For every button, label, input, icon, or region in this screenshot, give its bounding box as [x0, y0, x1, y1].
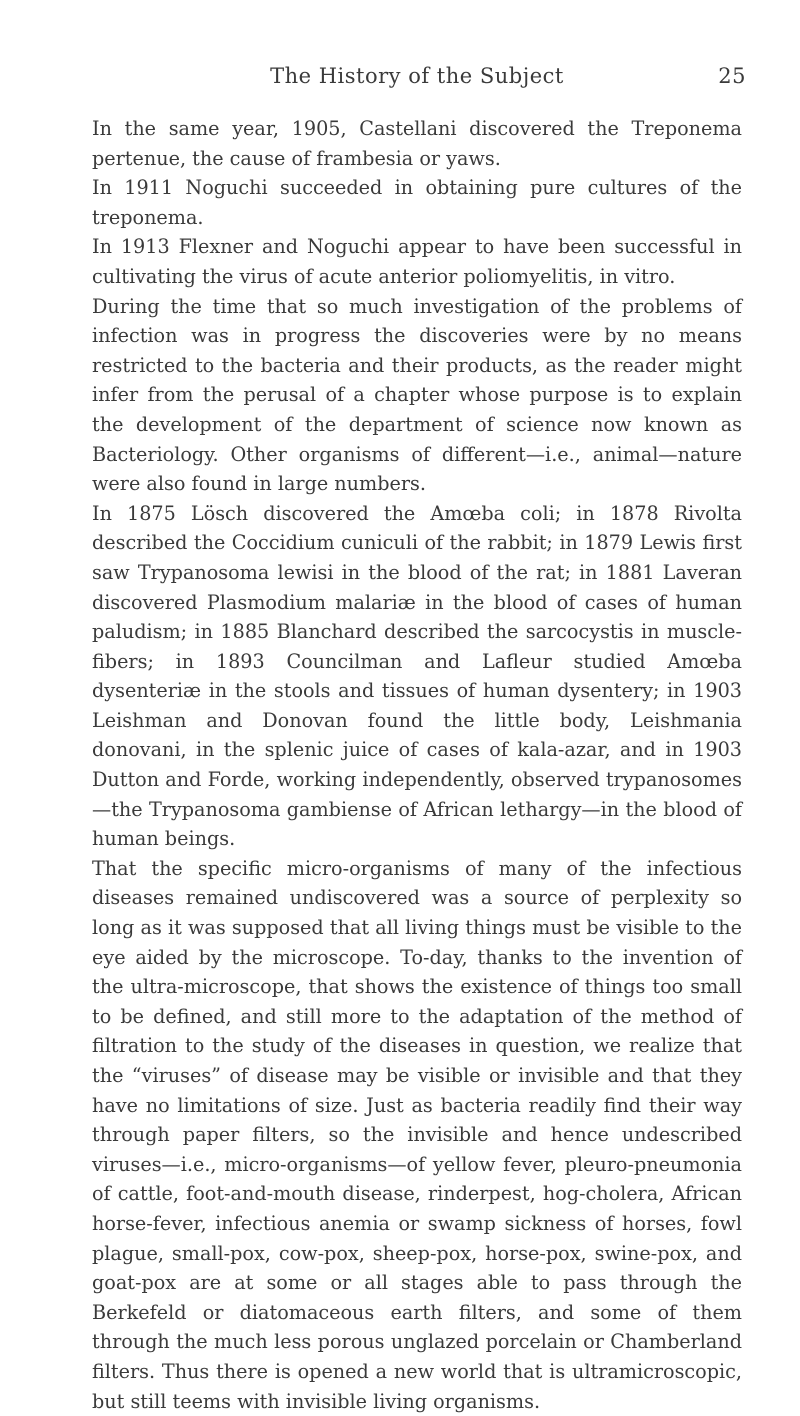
paragraph-noguchi: In 1911 Noguchi succeeded in obtaining pure cultures of the treponema.	[92, 176, 742, 229]
book-page	[92, 64, 746, 1416]
paragraph-castellani: In the same year, 1905, Castellani discovered the Treponema pertenue, the cause of frambesia or yaws.	[92, 117, 742, 170]
paragraph-other-organisms: During the time that so much investigation of the problems of infection was in progress the discoveries were by no means restricted to the bacteria and their products, as the reader might infer from the perusal of a chapter whose purpose is to explain the development of the department of science now known as Bacteriology. Other organisms of different—i.e., animal—nature were also found in large numbers.	[92, 294, 742, 496]
paragraph-filterable-viruses: That the specific micro-organisms of many of the infectious diseases remained undiscovered was a source of perplexity so long as it was supposed that all living things must be visible to the eye aided by the microscope. To-day, thanks to the invention of the ultra-microscope, that shows the existence of things too small to be defined, and still more to the adaptation of the method of filtration to the study of the diseases in question, we realize that the “viruses” of disease may be visible or invisible and that they have no limitations of size. Just as bacteria readily find their way through paper filters, so the invisible and hence undescribed viruses—i.e., micro-organisms—of yellow fever, pleuro-pneumonia of cattle, foot-and-mouth disease, rinderpest, hog-cholera, African horse-fever, infectious anemia or swamp sickness of horses, fowl plague, small-pox, cow-pox, sheep-pox, horse-pox, swine-pox, and goat-pox are at some or all stages able to pass through the Berkefeld or diatomaceous earth filters, and some of them through the much less porous unglazed porcelain or Chamberland filters. Thus there is opened a new world that is ultramicroscopic, but still teems with invisible living organisms.	[92, 856, 742, 1413]
body-text	[92, 114, 742, 1416]
paragraph-flexner-noguchi: In 1913 Flexner and Noguchi appear to have been successful in cultivating the virus of acute anterior poliomyelitis, in vitro.	[92, 235, 742, 288]
page-number: 25	[718, 64, 746, 88]
paragraph-protozoa-discoveries: In 1875 Lösch discovered the Amœba coli; in 1878 Rivolta described the Coccidium cuniculi of the rabbit; in 1879 Lewis first saw Trypanosoma lewisi in the blood of the rat; in 1881 Laveran discovered Plasmodium malariæ in the blood of cases of human paludism; in 1885 Blanchard described the sarcocystis in muscle-fibers; in 1893 Councilman and Lafleur studied Amœba dysenteriæ in the stools and tissues of human dysentery; in 1903 Leishman and Donovan found the little body, Leishmania donovani, in the splenic juice of cases of kala-azar, and in 1903 Dutton and Forde, working independently, observed trypanosomes—the Trypanosoma gambiense of African lethargy—in the blood of human beings.	[92, 501, 742, 851]
running-head-title: The History of the Subject	[270, 64, 564, 88]
running-head	[92, 64, 746, 94]
